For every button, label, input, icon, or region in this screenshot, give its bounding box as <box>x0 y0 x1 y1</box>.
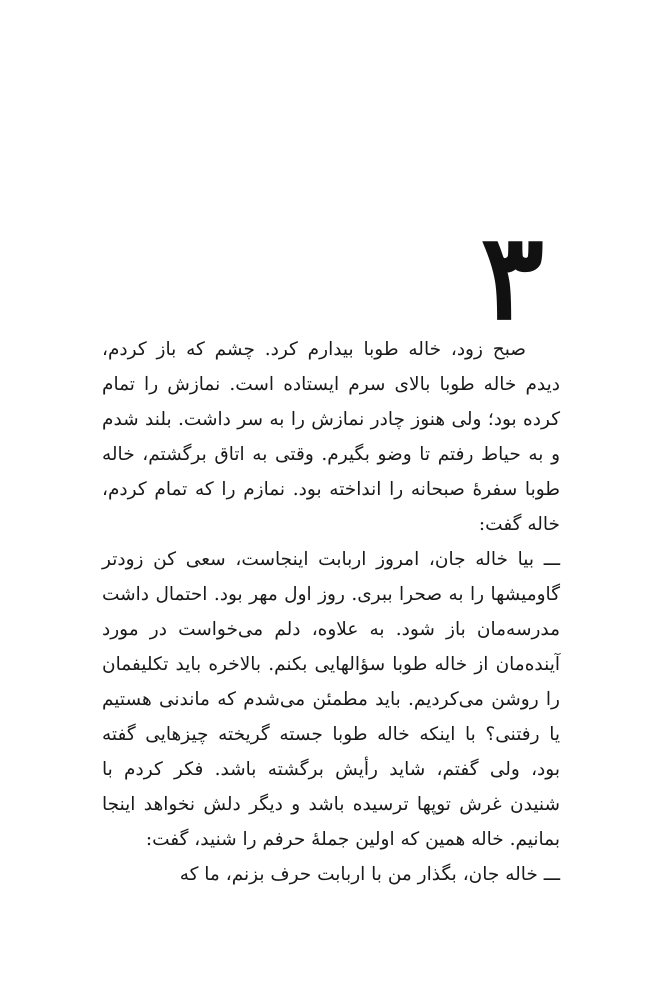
chapter-number: ۳ <box>480 207 544 346</box>
paragraph-1: صبح زود، خاله طوبا بیدارم کرد. چشم که باز کردم، دیدم خاله طوبا بالای سرم ایستاده است. نمازش را تمام کرده بود؛ ولی هنوز چادر نمازش را به سر داشت. بلند شدم و به حیاط رفتم تا وضو بگیرم. وقتی به اتاق برگشتم، خاله طوبا سفرهٔ صبحانه را انداخته بود. نمازم را که تمام کردم، خاله گفت: <box>102 339 560 535</box>
chapter-body-text <box>102 332 560 892</box>
paragraph-2: ـــ بیا خاله جان، امروز اربابت اینجاست، سعی کن زودتر گاومیشها را به صحرا ببری. روز اول مهر بود. احتمال داشت مدرسه‌مان باز شود. به علاوه، دلم می‌خواست در مورد آینده‌مان از خاله طوبا سؤالهایی بکنم. بالاخره باید تکلیفمان را روشن می‌کردیم. باید مطمئن می‌شدم که ماندنی هستیم یا رفتنی؟ با اینکه خاله طوبا جسته گریخته چیزهایی گفته بود، ولی گفتم، شاید رأیش برگشته باشد. فکر کردم با شنیدن غرش توپها ترسیده باشد و دیگر دلش نخواهد اینجا بمانیم. خاله همین که اولین جملهٔ حرفم را شنید، گفت: <box>102 549 560 850</box>
paragraph-3: ـــ خاله جان، بگذار من با اربابت حرف بزنم، ما که <box>179 864 560 885</box>
